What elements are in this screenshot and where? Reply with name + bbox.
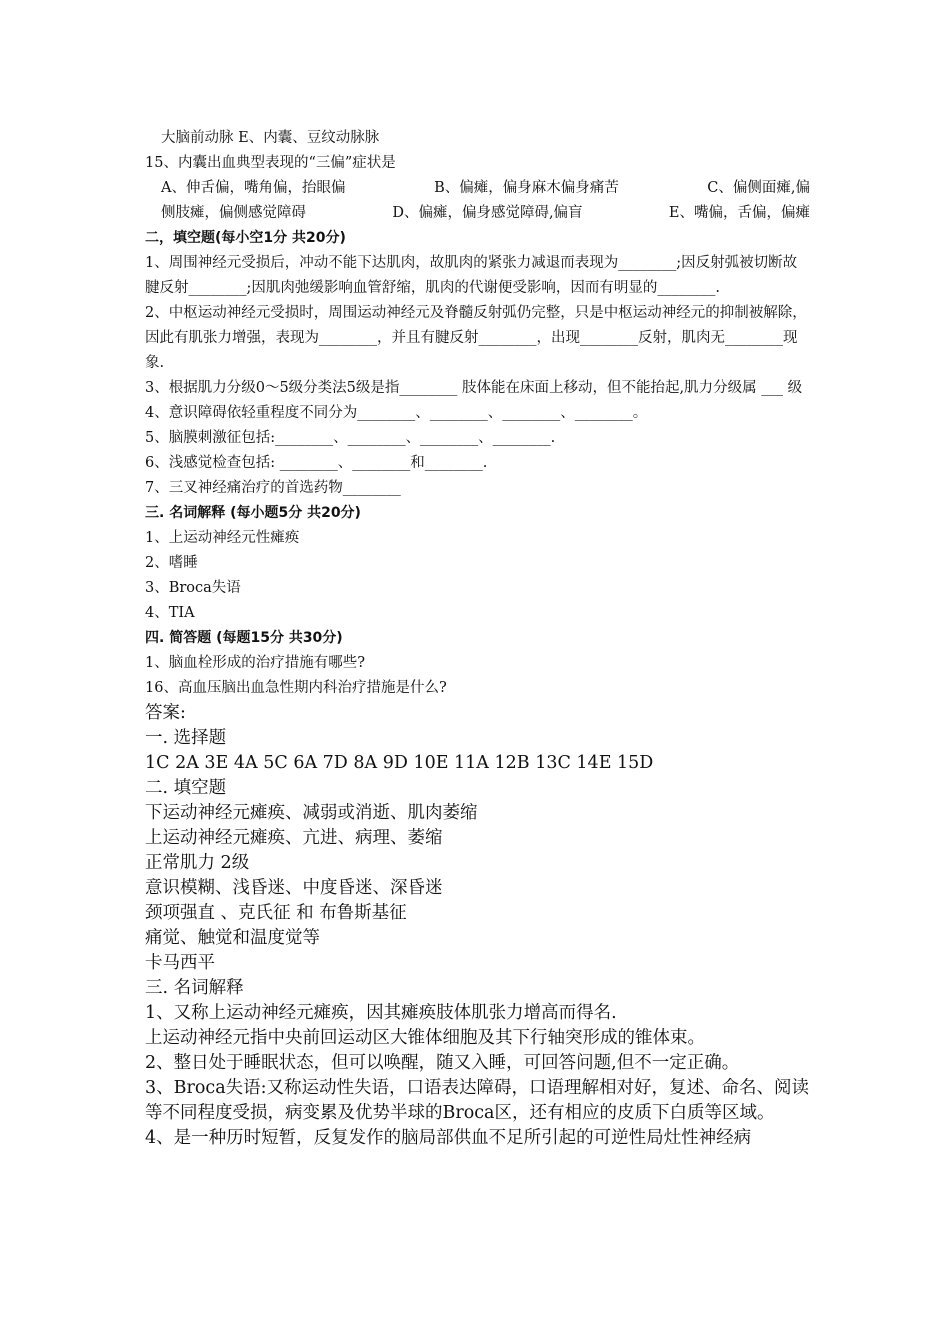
fill-question-7: 7、三叉神经痛治疗的首选药物________ [145,480,401,496]
term-answer-1b: 上运动神经元指中央前回运动区大锥体细胞及其下行轴突形成的锥体束。 [145,1028,705,1048]
q15-option-c: C、偏侧面瘫,偏 [707,180,810,196]
q15-options-row2 [145,201,810,226]
term-item-3: 3、Broca失语 [145,580,241,596]
fill-answer-4: 意识模糊、浅昏迷、中度昏迷、深昏迷 [145,878,443,898]
answers-title: 答案: [145,703,186,723]
section4-heading: 四. 简答题 (每题15分 共30分) [145,630,343,646]
fill-answer-2: 上运动神经元瘫痪、亢进、病理、萎缩 [145,828,443,848]
q15-option-b: B、偏瘫，偏身麻木偏身痛苦 [434,180,619,196]
short-answer-2: 16、高血压脑出血急性期内科治疗措施是什么? [145,680,447,696]
short-answer-1: 1、脑血栓形成的治疗措施有哪些? [145,655,365,671]
fill-answer-5: 颈项强直 、克氏征 和 布鲁斯基征 [145,903,407,923]
section2-heading: 二，填空题(每小空1分 共20分) [145,230,346,246]
term-answer-4: 4、是一种历时短暂，反复发作的脑局部供血不足所引起的可逆性局灶性神经病 [145,1128,752,1148]
fill-question-1: 1、周围神经元受损后，冲动不能下达肌肉，故肌肉的紧张力减退而表现为________;因反射弧被切断故腱反射________;因肌肉弛缓影响血管舒缩，肌肉的代谢便受影响，因而有明显的________. [145,255,798,296]
answers-fill-heading: 二. 填空题 [145,778,227,798]
fill-answer-7: 卡马西平 [145,953,215,973]
q15-option-a: A、伸舌偏，嘴角偏，抬眼偏 [161,180,346,196]
term-answer-1a: 1、又称上运动神经元瘫痪，因其瘫痪肢体肌张力增高而得名. [145,1003,617,1023]
term-item-1: 1、上运动神经元性瘫痪 [145,530,300,546]
section3-heading: 三. 名词解释 (每小题5分 共20分) [145,505,361,521]
q15-stem: 15、内囊出血典型表现的“三偏”症状是 [145,155,396,171]
answers-choice-heading: 一. 选择题 [145,728,227,748]
term-item-2: 2、嗜睡 [145,555,198,571]
term-answer-2: 2、整日处于睡眠状态，但可以唤醒，随又入睡，可回答问题,但不一定正确。 [145,1053,740,1073]
q15-option-c-cont: 侧肢瘫，偏侧感觉障碍 [161,205,306,221]
fill-question-6: 6、浅感觉检查包括: ________、________和________. [145,455,488,471]
document-page [145,126,810,1151]
answers-choice-list: 1C 2A 3E 4A 5C 6A 7D 8A 9D 10E 11A 12B 13C 14E 15D [145,753,654,773]
q15-option-d: D、偏瘫，偏身感觉障碍,偏盲 [392,205,583,221]
term-answer-3: 3、Broca失语:又称运动性失语，口语表达障碍，口语理解相对好，复述、命名、阅读等不同程度受损，病变累及优势半球的Broca区，还有相应的皮质下白质等区域。 [145,1078,810,1123]
fill-answer-6: 痛觉、触觉和温度觉等 [145,928,320,948]
fill-question-2: 2、中枢运动神经元受损时，周围运动神经元及脊髓反射弧仍完整，只是中枢运动神经元的抑制被解除，因此有肌张力增强，表现为________，并且有腱反射________，出现________反射，肌肉无________现象. [145,305,807,371]
q15-options-row1 [145,176,810,201]
term-item-4: 4、TIA [145,605,195,621]
q15-option-e: E、嘴偏，舌偏，偏瘫 [668,205,810,221]
fill-answer-1: 下运动神经元瘫痪、减弱或消逝、肌肉萎缩 [145,803,478,823]
fill-answer-3: 正常肌力 2级 [145,853,250,873]
fill-question-5: 5、脑膜刺激征包括:________、________、________、________. [145,430,556,446]
fill-question-4: 4、意识障碍依轻重程度不同分为________、________、________、________。 [145,405,648,421]
fill-question-3: 3、根据肌力分级0～5级分类法5级是指________ 肢体能在床面上移动，但不能抬起,肌力分级属 ___ 级 [145,380,803,396]
answers-term-heading: 三. 名词解释 [145,978,244,998]
q14-option-tail: 大脑前动脉 E、内囊、豆纹动脉脉 [161,130,380,146]
